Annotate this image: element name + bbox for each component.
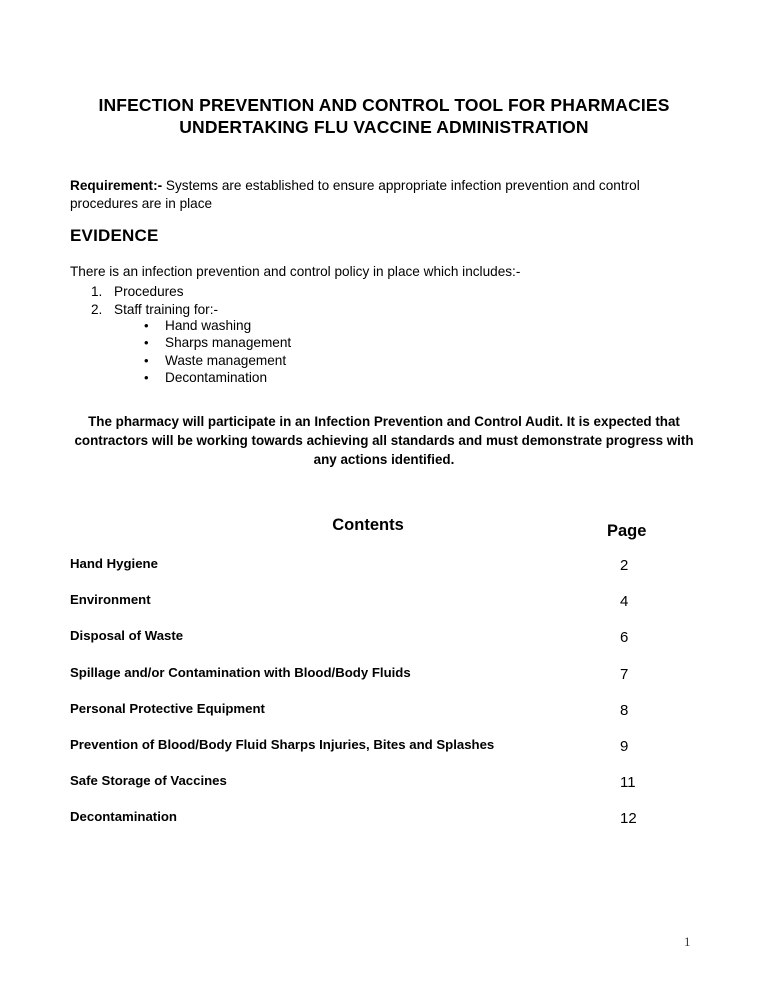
table-row[interactable] [0,628,768,664]
requirement-label: Requirement:- [70,177,163,193]
table-row[interactable] [0,556,768,592]
toc-entry-page: 6 [620,629,629,647]
list-item-label: Hand washing [165,318,252,333]
list-item-label: Sharps management [165,335,292,351]
table-of-contents [0,556,768,846]
toc-entry-page: 2 [620,557,629,574]
list-marker: 1. [91,284,103,299]
toc-entry-page: 11 [620,774,636,792]
toc-entry-title[interactable]: Hand Hygiene [70,556,158,571]
list-marker: 2. [91,301,103,317]
bullet-icon: • [144,352,149,368]
list-item [70,301,570,319]
toc-entry-page: 9 [620,737,629,755]
list-item-label: Decontamination [165,370,268,386]
list-item [70,317,540,334]
table-row[interactable] [0,809,768,845]
requirement-text: Systems are established to ensure appropriate infection prevention and control procedures are in place [70,177,640,212]
audit-note-paragraph: The pharmacy will participate in an Infection Prevention and Control Audit. It is expected that contractors will be working towards achieving all standards and must demonstrate progress with any actions identified. [74,414,694,468]
evidence-bullet-list [70,317,540,387]
contents-heading: Contents [332,515,404,534]
toc-entry-page: 12 [620,810,637,828]
bullet-icon: • [144,370,149,386]
toc-entry-page: 7 [620,665,629,683]
evidence-heading: EVIDENCE [70,226,159,246]
requirement-paragraph [70,177,690,214]
list-item-label: Waste management [165,352,287,368]
table-row[interactable] [0,701,768,737]
toc-entry-title[interactable]: Safe Storage of Vaccines [70,773,227,789]
toc-entry-page: 4 [620,593,629,611]
footer-page-number: 1 [684,934,691,949]
list-item [70,352,540,369]
contents-page-column-heading: Page [607,522,647,540]
toc-entry-title[interactable]: Decontamination [70,809,177,825]
evidence-numbered-list [70,283,570,318]
bullet-icon: • [144,318,149,333]
toc-entry-title[interactable]: Personal Protective Equipment [70,700,265,716]
bullet-icon: • [144,335,149,351]
list-item-label: Staff training for:- [114,301,219,317]
table-row[interactable] [0,773,768,809]
toc-entry-page: 8 [620,701,629,719]
toc-entry-title[interactable]: Prevention of Blood/Body Fluid Sharps Injuries, Bites and Splashes [70,736,495,752]
toc-entry-title[interactable]: Disposal of Waste [70,628,184,644]
toc-entry-title[interactable]: Environment [70,592,151,608]
toc-entry-title[interactable]: Spillage and/or Contamination with Blood/Body Fluids [70,664,411,680]
page-title: INFECTION PREVENTION AND CONTROL TOOL FOR PHARMACIES UNDERTAKING FLU VACCINE ADMINISTRATION [98,94,670,138]
list-item [70,334,540,351]
table-row[interactable] [0,737,768,773]
evidence-intro-text: There is an infection prevention and control policy in place which includes:- [70,263,521,279]
list-item [70,369,540,386]
list-item [70,283,570,301]
table-row[interactable] [0,665,768,701]
list-item-label: Procedures [114,284,184,299]
table-row[interactable] [0,592,768,628]
